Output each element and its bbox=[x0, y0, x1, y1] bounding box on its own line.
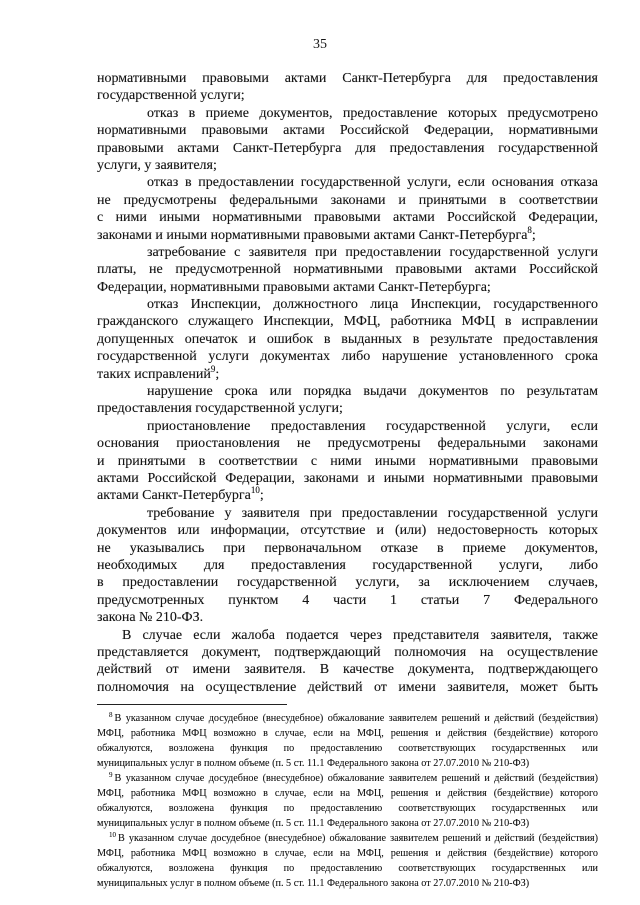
footnote-line: МФЦ, работника МФЦ возможно в случае, если на МФЦ, решения и действия (бездействие) которого bbox=[97, 848, 598, 859]
text-line: документов или информации, отсутствие и (или) недостоверность которых bbox=[97, 523, 598, 539]
text-line: нормативными правовыми актами Санкт-Петербурга для предоставления bbox=[97, 71, 598, 86]
footnote bbox=[97, 711, 598, 771]
text-line: допущенных опечаток и ошибок в выданных в результате предоставления bbox=[97, 331, 598, 347]
text-line: основания приостановления не предусмотрены федеральными законами bbox=[97, 436, 598, 452]
text-line: с ними иными нормативными правовыми актами Российской Федерации, bbox=[97, 210, 598, 226]
text-line: отказ в предоставлении государственной услуги, если основания отказа bbox=[147, 175, 598, 191]
footnote-line: обжалуются, возложена функция по предоставлению соответствующих государственных или bbox=[97, 743, 598, 754]
text-line: услуги, у заявителя; bbox=[97, 157, 217, 173]
paragraph bbox=[97, 244, 598, 296]
text-line: затребование с заявителя при предоставлении государственной услуги bbox=[147, 244, 598, 260]
text-line: приостановление предоставления государственной услуги, если bbox=[147, 418, 598, 434]
paragraph bbox=[97, 627, 598, 697]
text-line: отказ в приеме документов, предоставление которых предусмотрено bbox=[147, 105, 598, 121]
footnote-separator bbox=[97, 704, 287, 705]
footnote bbox=[97, 831, 598, 891]
text-line: отказ Инспекции, должностного лица Инспекции, государственного bbox=[147, 297, 598, 313]
footnote-ref: 10 bbox=[250, 485, 260, 496]
text-line: представляется документ, подтверждающий полномочия на осуществление bbox=[97, 644, 598, 660]
paragraph bbox=[97, 418, 598, 505]
text-line: действий от имени заявителя. В качестве документа, подтверждающего bbox=[97, 662, 598, 678]
text-line bbox=[97, 363, 598, 383]
text-line: гражданского служащего Инспекции, МФЦ, работника МФЦ в исправлении bbox=[97, 314, 598, 330]
paragraph bbox=[97, 174, 598, 244]
footnote-line: муниципальных услуг в полном объеме (п. 5 ст. 11.1 Федерального закона от 27.07.2010 № 210-ФЗ) bbox=[97, 878, 530, 889]
text-line bbox=[97, 224, 598, 244]
text-segment: таких исправлений bbox=[97, 366, 211, 382]
footnote-line: муниципальных услуг в полном объеме (п. 5 ст. 11.1 Федерального закона от 27.07.2010 № 210-ФЗ) bbox=[97, 758, 530, 769]
text-line: полномочия на осуществление действий от имени заявителя, может быть bbox=[97, 679, 598, 695]
page-number: 35 bbox=[313, 37, 327, 52]
footnote-ref: 8 bbox=[527, 224, 532, 235]
body-text bbox=[97, 70, 598, 696]
text-line: предусмотренных пунктом 4 части 1 статьи 7 Федерального bbox=[97, 592, 598, 608]
text-line: закона № 210-ФЗ. bbox=[97, 610, 204, 626]
text-line: требование у заявителя при предоставлении государственной услуги bbox=[147, 505, 598, 521]
footnote bbox=[97, 771, 598, 831]
text-segment: актами Санкт-Петербурга bbox=[97, 488, 251, 504]
text-segment: ; bbox=[215, 366, 220, 382]
paragraph bbox=[97, 70, 598, 105]
paragraph bbox=[97, 505, 598, 627]
footnote-line bbox=[97, 771, 598, 786]
footnote-text: В указанном случае досудебное (внесудебное) обжалование заявителем решений и действий (бездействия) bbox=[114, 773, 598, 784]
footnote-text: В указанном случае досудебное (внесудебное) обжалование заявителем решений и действий (бездействия) bbox=[114, 713, 598, 724]
footnote-mark: 8 bbox=[109, 711, 113, 719]
text-line: необходимых для предоставления государственной услуги, либо bbox=[97, 557, 598, 573]
text-line: нарушение срока или порядка выдачи документов по результатам bbox=[147, 384, 598, 400]
footnote-line bbox=[97, 711, 598, 726]
text-line: платы, не предусмотренной нормативными правовыми актами Российской bbox=[97, 262, 598, 278]
footnote-line: обжалуются, возложена функция по предоставлению соответствующих государственных или bbox=[97, 863, 598, 874]
text-line: нормативными правовыми актами Российской Федерации, нормативными bbox=[97, 123, 598, 139]
text-line: не указывались при первоначальном отказе в приеме документов, bbox=[97, 540, 598, 556]
text-segment: ; bbox=[259, 488, 264, 504]
footnote-line: МФЦ, работника МФЦ возможно в случае, если на МФЦ, решения и действия (бездействие) которого bbox=[97, 728, 598, 739]
text-line: государственной услуги; bbox=[97, 88, 245, 104]
paragraph bbox=[97, 296, 598, 383]
text-line: правовыми актами Санкт-Петербурга для предоставления государственной bbox=[97, 140, 598, 156]
text-segment: законами и иными нормативными правовыми актами Санкт-Петербурга bbox=[97, 227, 528, 243]
footnote-text: В указанном случае досудебное (внесудебное) обжалование заявителем решений и действий (бездействия) bbox=[118, 833, 598, 844]
footnote-line: муниципальных услуг в полном объеме (п. 5 ст. 11.1 Федерального закона от 27.07.2010 № 210-ФЗ) bbox=[97, 818, 530, 829]
text-line: в предоставлении государственной услуги, за исключением случаев, bbox=[97, 575, 598, 591]
text-line: В случае если жалоба подается через представителя заявителя, также bbox=[122, 627, 598, 643]
footnotes bbox=[97, 711, 598, 891]
text-line: актами Российской Федерации, законами и иными нормативными правовыми bbox=[97, 470, 598, 486]
text-line: предоставления государственной услуги; bbox=[97, 401, 343, 417]
paragraph bbox=[97, 383, 598, 418]
footnote-mark: 9 bbox=[109, 771, 113, 779]
footnote-line bbox=[97, 831, 598, 846]
footnote-line: обжалуются, возложена функция по предоставлению соответствующих государственных или bbox=[97, 803, 598, 814]
text-line: и принятыми в соответствии с ними иными нормативными правовыми bbox=[97, 453, 598, 469]
text-line bbox=[97, 487, 598, 504]
text-line: государственной услуги документах либо нарушение установленного срока bbox=[97, 349, 598, 365]
text-line: Федерации, нормативными правовыми актами Санкт-Петербурга; bbox=[97, 279, 491, 295]
text-segment: ; bbox=[531, 227, 536, 243]
footnote-ref: 9 bbox=[210, 363, 216, 374]
paragraph bbox=[97, 105, 598, 175]
footnote-line: МФЦ, работника МФЦ возможно в случае, если на МФЦ, решения и действия (бездействие) которого bbox=[97, 788, 598, 799]
footnote-mark: 10 bbox=[109, 831, 116, 839]
text-line: не предусмотрены федеральными законами и принятыми в соответствии bbox=[97, 192, 598, 208]
